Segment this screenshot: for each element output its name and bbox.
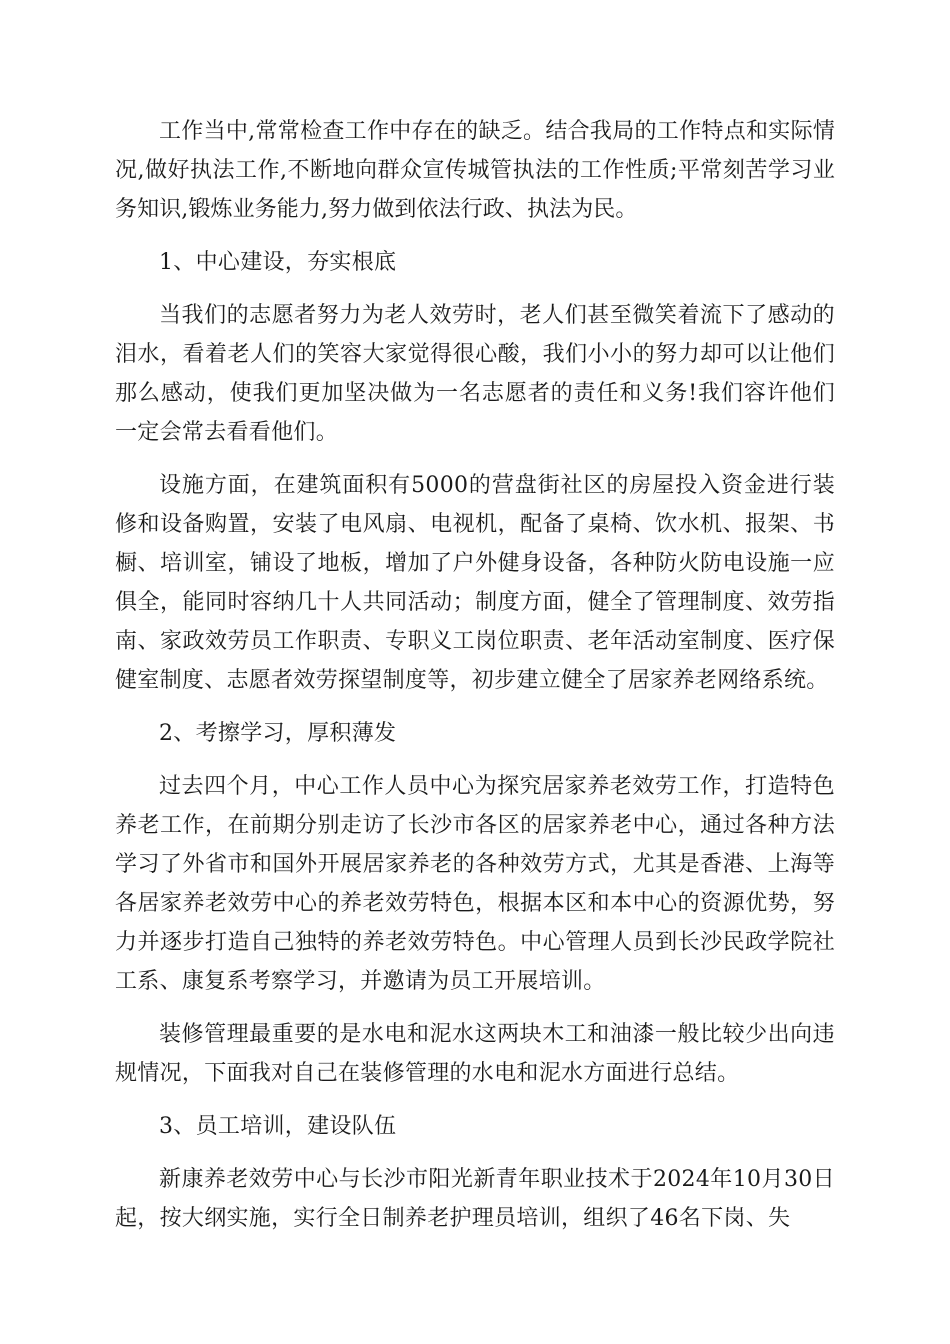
paragraph-volunteers: 当我们的志愿者努力为老人效劳时，老人们甚至微笑着流下了感动的泪水，看着老人们的笑容大家觉得很心酸，我们小小的努力却可以让他们那么感动，使我们更加坚决做为一名志愿者的责任和义务!我们容许他们一定会常去看看他们。 [115,303,835,445]
paragraph-staff-training: 新康养老效劳中心与长沙市阳光新青年职业技术于2024年10月30日起，按大纲实施，实行全日制养老护理员培训，组织了46名下岗、失 [115,1167,835,1231]
section-heading-1: 1、中心建设，夯实根底 [159,250,397,275]
paragraph-study-visits: 过去四个月，中心工作人员中心为探究居家养老效劳工作，打造特色养老工作，在前期分别走访了长沙市各区的居家养老中心，通过各种方法学习了外省市和国外开展居家养老的各种效劳方式，尤其是香港、上海等各居家养老效劳中心的养老效劳特色，根据本区和本中心的资源优势，努力并逐步打造自己独特的养老效劳特色。中心管理人员到长沙民政学院社工系、康复系考察学习，并邀请为员工开展培训。 [115,774,835,994]
section-heading-2: 2、考擦学习，厚积薄发 [159,721,397,746]
paragraph-facilities: 设施方面，在建筑面积有5000的营盘街社区的房屋投入资金进行装修和设备购置，安装了电风扇、电视机，配备了桌椅、饮水机、报架、书橱、培训室，铺设了地板，增加了户外健身设备，各种防火防电设施一应俱全，能同时容纳几十人共同活动；制度方面，健全了管理制度、效劳指南、家政效劳员工作职责、专职义工岗位职责、老年活动室制度、医疗保健室制度、志愿者效劳探望制度等，初步建立健全了居家养老网络系统。 [115,473,835,693]
document-body [115,112,835,1238]
paragraph-work-review: 工作当中,常常检查工作中存在的缺乏。结合我局的工作特点和实际情况,做好执法工作,不断地向群众宣传城管执法的工作性质;平常刻苦学习业务知识,锻炼业务能力,努力做到依法行政、执法为民。 [115,119,835,222]
section-heading-3: 3、员工培训，建设队伍 [159,1114,397,1139]
paragraph-renovation: 装修管理最重要的是水电和泥水这两块木工和油漆一般比较少出向违规情况，下面我对自己在装修管理的水电和泥水方面进行总结。 [115,1022,835,1086]
